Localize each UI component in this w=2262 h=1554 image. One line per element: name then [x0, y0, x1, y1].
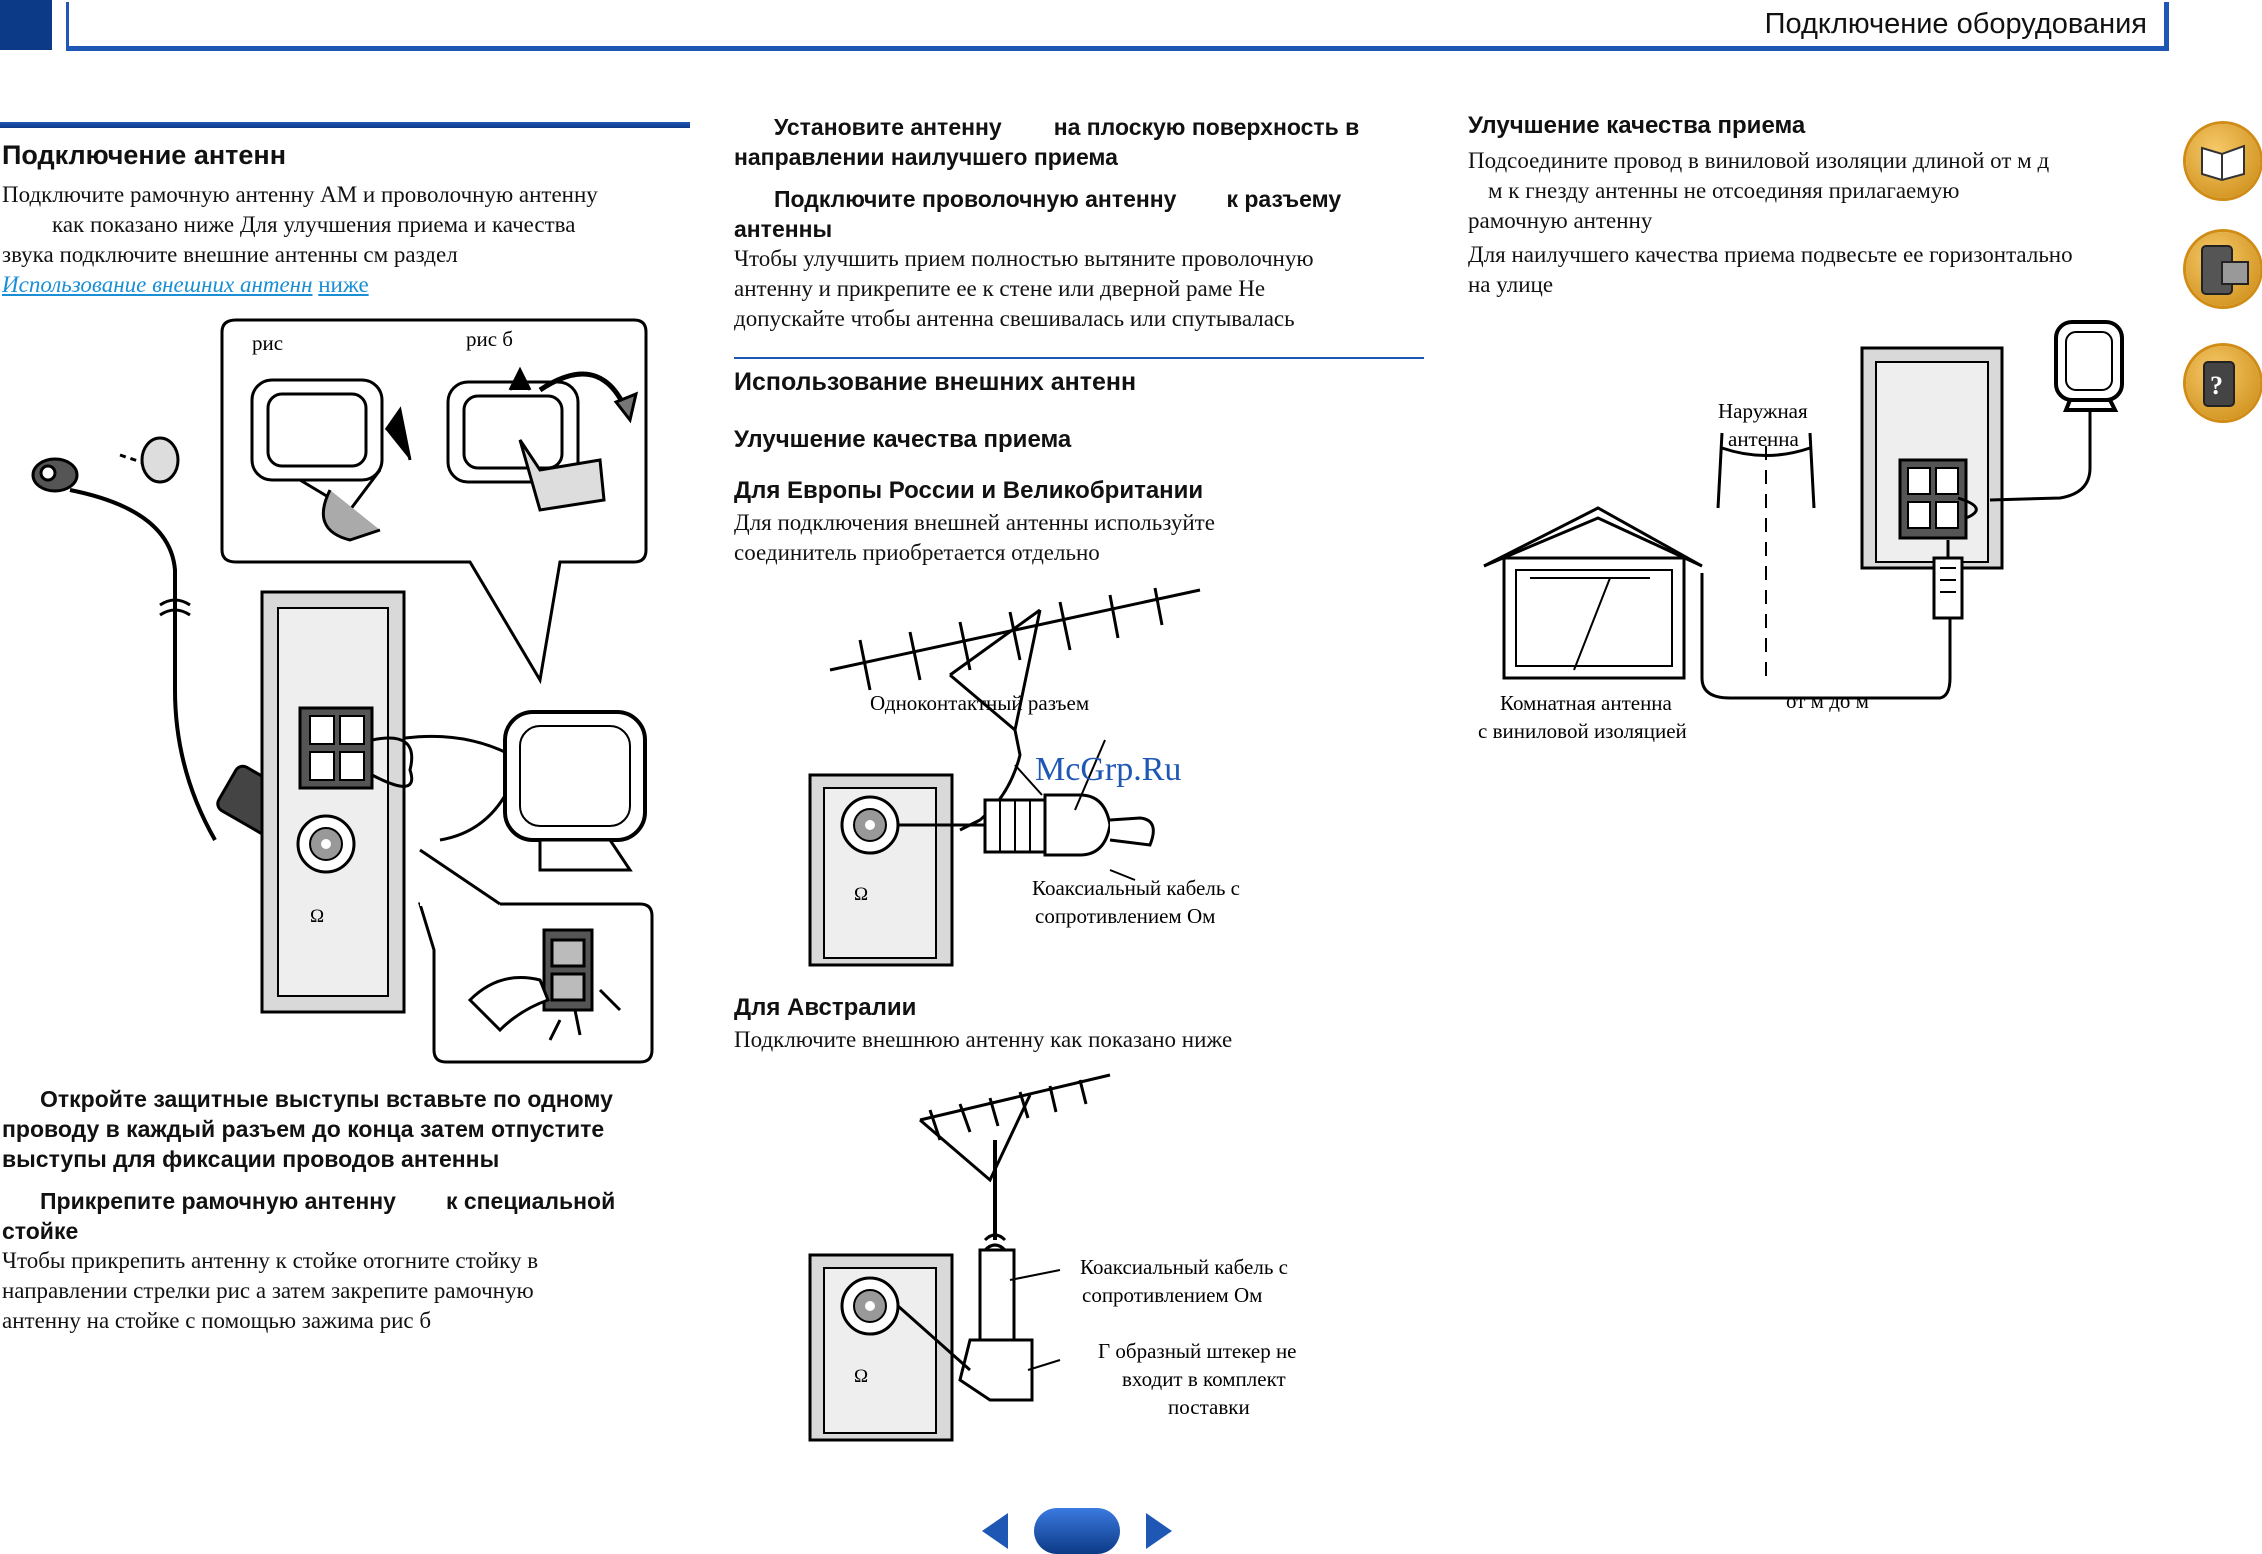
header-title: Подключение оборудования — [1764, 8, 2147, 40]
section-rule-2 — [734, 357, 1424, 359]
external-antenna-link[interactable]: Использование внешних антенн — [2, 272, 313, 297]
section-rule — [0, 122, 690, 128]
outdoor-label-2: антенна — [1728, 427, 1799, 451]
outdoor-label-1: Наружная — [1718, 399, 1808, 423]
loop-antenna-house — [2056, 322, 2122, 410]
australia-title: Для Австралии — [734, 994, 917, 1021]
plug-label-3: поставки — [1168, 1395, 1250, 1419]
plug-label-1: Г образный штекер не — [1098, 1339, 1297, 1363]
col3-title: Улучшение качества приема — [1468, 112, 1806, 139]
indoor-label-1: Комнатная антенна — [1500, 691, 1672, 715]
next-page-button[interactable] — [1146, 1513, 1172, 1549]
svg-text:Ω: Ω — [854, 1366, 869, 1387]
coax2-label-1: Коаксиальный кабель с — [1080, 1255, 1288, 1279]
step3-text: Установите антенну на плоскую поверхность в направлении наилучшего приема — [734, 114, 1360, 170]
outdoor-antenna — [1718, 433, 1814, 683]
col3-text: Подсоедините провод в виниловой изоляции длиной от м д м к гнезду антенны не отсоединяя прилагаемую рамочную антенну Для наилучшего качества приема подвесьте ее горизонтально на улице — [1468, 148, 2073, 297]
book-icon[interactable] — [2186, 124, 2260, 198]
step2-title: Прикрепите рамочную антенну к специальной стойке — [2, 1188, 616, 1244]
svg-text:Ω: Ω — [854, 884, 869, 905]
house — [1484, 508, 1702, 678]
house-antenna-diagram — [1470, 318, 2150, 758]
watermark: McGrp.Ru — [1035, 751, 1182, 788]
header-tab — [0, 0, 52, 50]
single-pin-connector — [985, 795, 1153, 855]
remote-control-icon[interactable] — [2186, 232, 2260, 306]
fig-a-label: рис — [252, 331, 284, 355]
ohm-symbol: Ω — [310, 906, 325, 927]
prev-page-button[interactable] — [982, 1513, 1008, 1549]
coax1-label-2: сопротивлением Ом — [1035, 904, 1216, 928]
europe-text: Для подключения внешней антенны используйте соединитель приобретается отдельно — [734, 510, 1215, 565]
svg-text:?: ? — [2210, 371, 2223, 400]
length-label: от м до м — [1786, 689, 1869, 713]
help-remote-icon[interactable] — [2186, 346, 2260, 420]
am-antenna-diagram — [0, 310, 700, 1070]
improve-reception-title: Улучшение качества приема — [734, 426, 1072, 453]
coax2-label-2: сопротивлением Ом — [1082, 1283, 1263, 1307]
fig-b-label: рис б — [466, 327, 513, 351]
indoor-label-2: с виниловой изоляцией — [1478, 719, 1687, 743]
single-pin-label: Одноконтактный разъем — [870, 691, 1090, 715]
coax1-label-1: Коаксиальный кабель с — [1032, 876, 1240, 900]
europe-title: Для Европы России и Великобритании — [734, 477, 1204, 504]
step4-title: Подключите проволочную антенну к разъему антенны — [734, 186, 1342, 242]
step1-text: Откройте защитные выступы вставьте по одному проводу в каждый разъем до конца затем отпустите выступы для фиксации проводов антенны — [2, 1086, 613, 1172]
step4-text: Чтобы улучшить прием полностью вытяните проволочную антенну и прикрепите ее к стене или дверной раме Не допускайте чтобы антенна свешивалась или спутывалась — [734, 246, 1314, 331]
europe-antenna-diagram — [800, 580, 1420, 980]
external-antennas-title: Использование внешних антенн — [734, 368, 1137, 396]
intro-text: Подключите рамочную антенну АМ и проволочную антенну как показано ниже Для улучшения приема и качества звука подключите внешние антенны см раздел Использование внешних антенн ниже — [2, 182, 598, 297]
section-title: Подключение антенн — [2, 140, 287, 170]
au-yagi-antenna — [920, 1075, 1110, 1250]
australia-text: Подключите внешнюю антенну как показано ниже — [734, 1027, 1233, 1052]
plug-label-2: входит в комплект — [1122, 1367, 1286, 1391]
australia-antenna-diagram — [800, 1070, 1420, 1450]
step2-text: Чтобы прикрепить антенну к стойке отогните стойку в направлении стрелки рис а затем закрепите рамочную антенну на стойке с помощью зажима рис б — [2, 1248, 539, 1333]
page-number-pill — [1034, 1508, 1120, 1554]
